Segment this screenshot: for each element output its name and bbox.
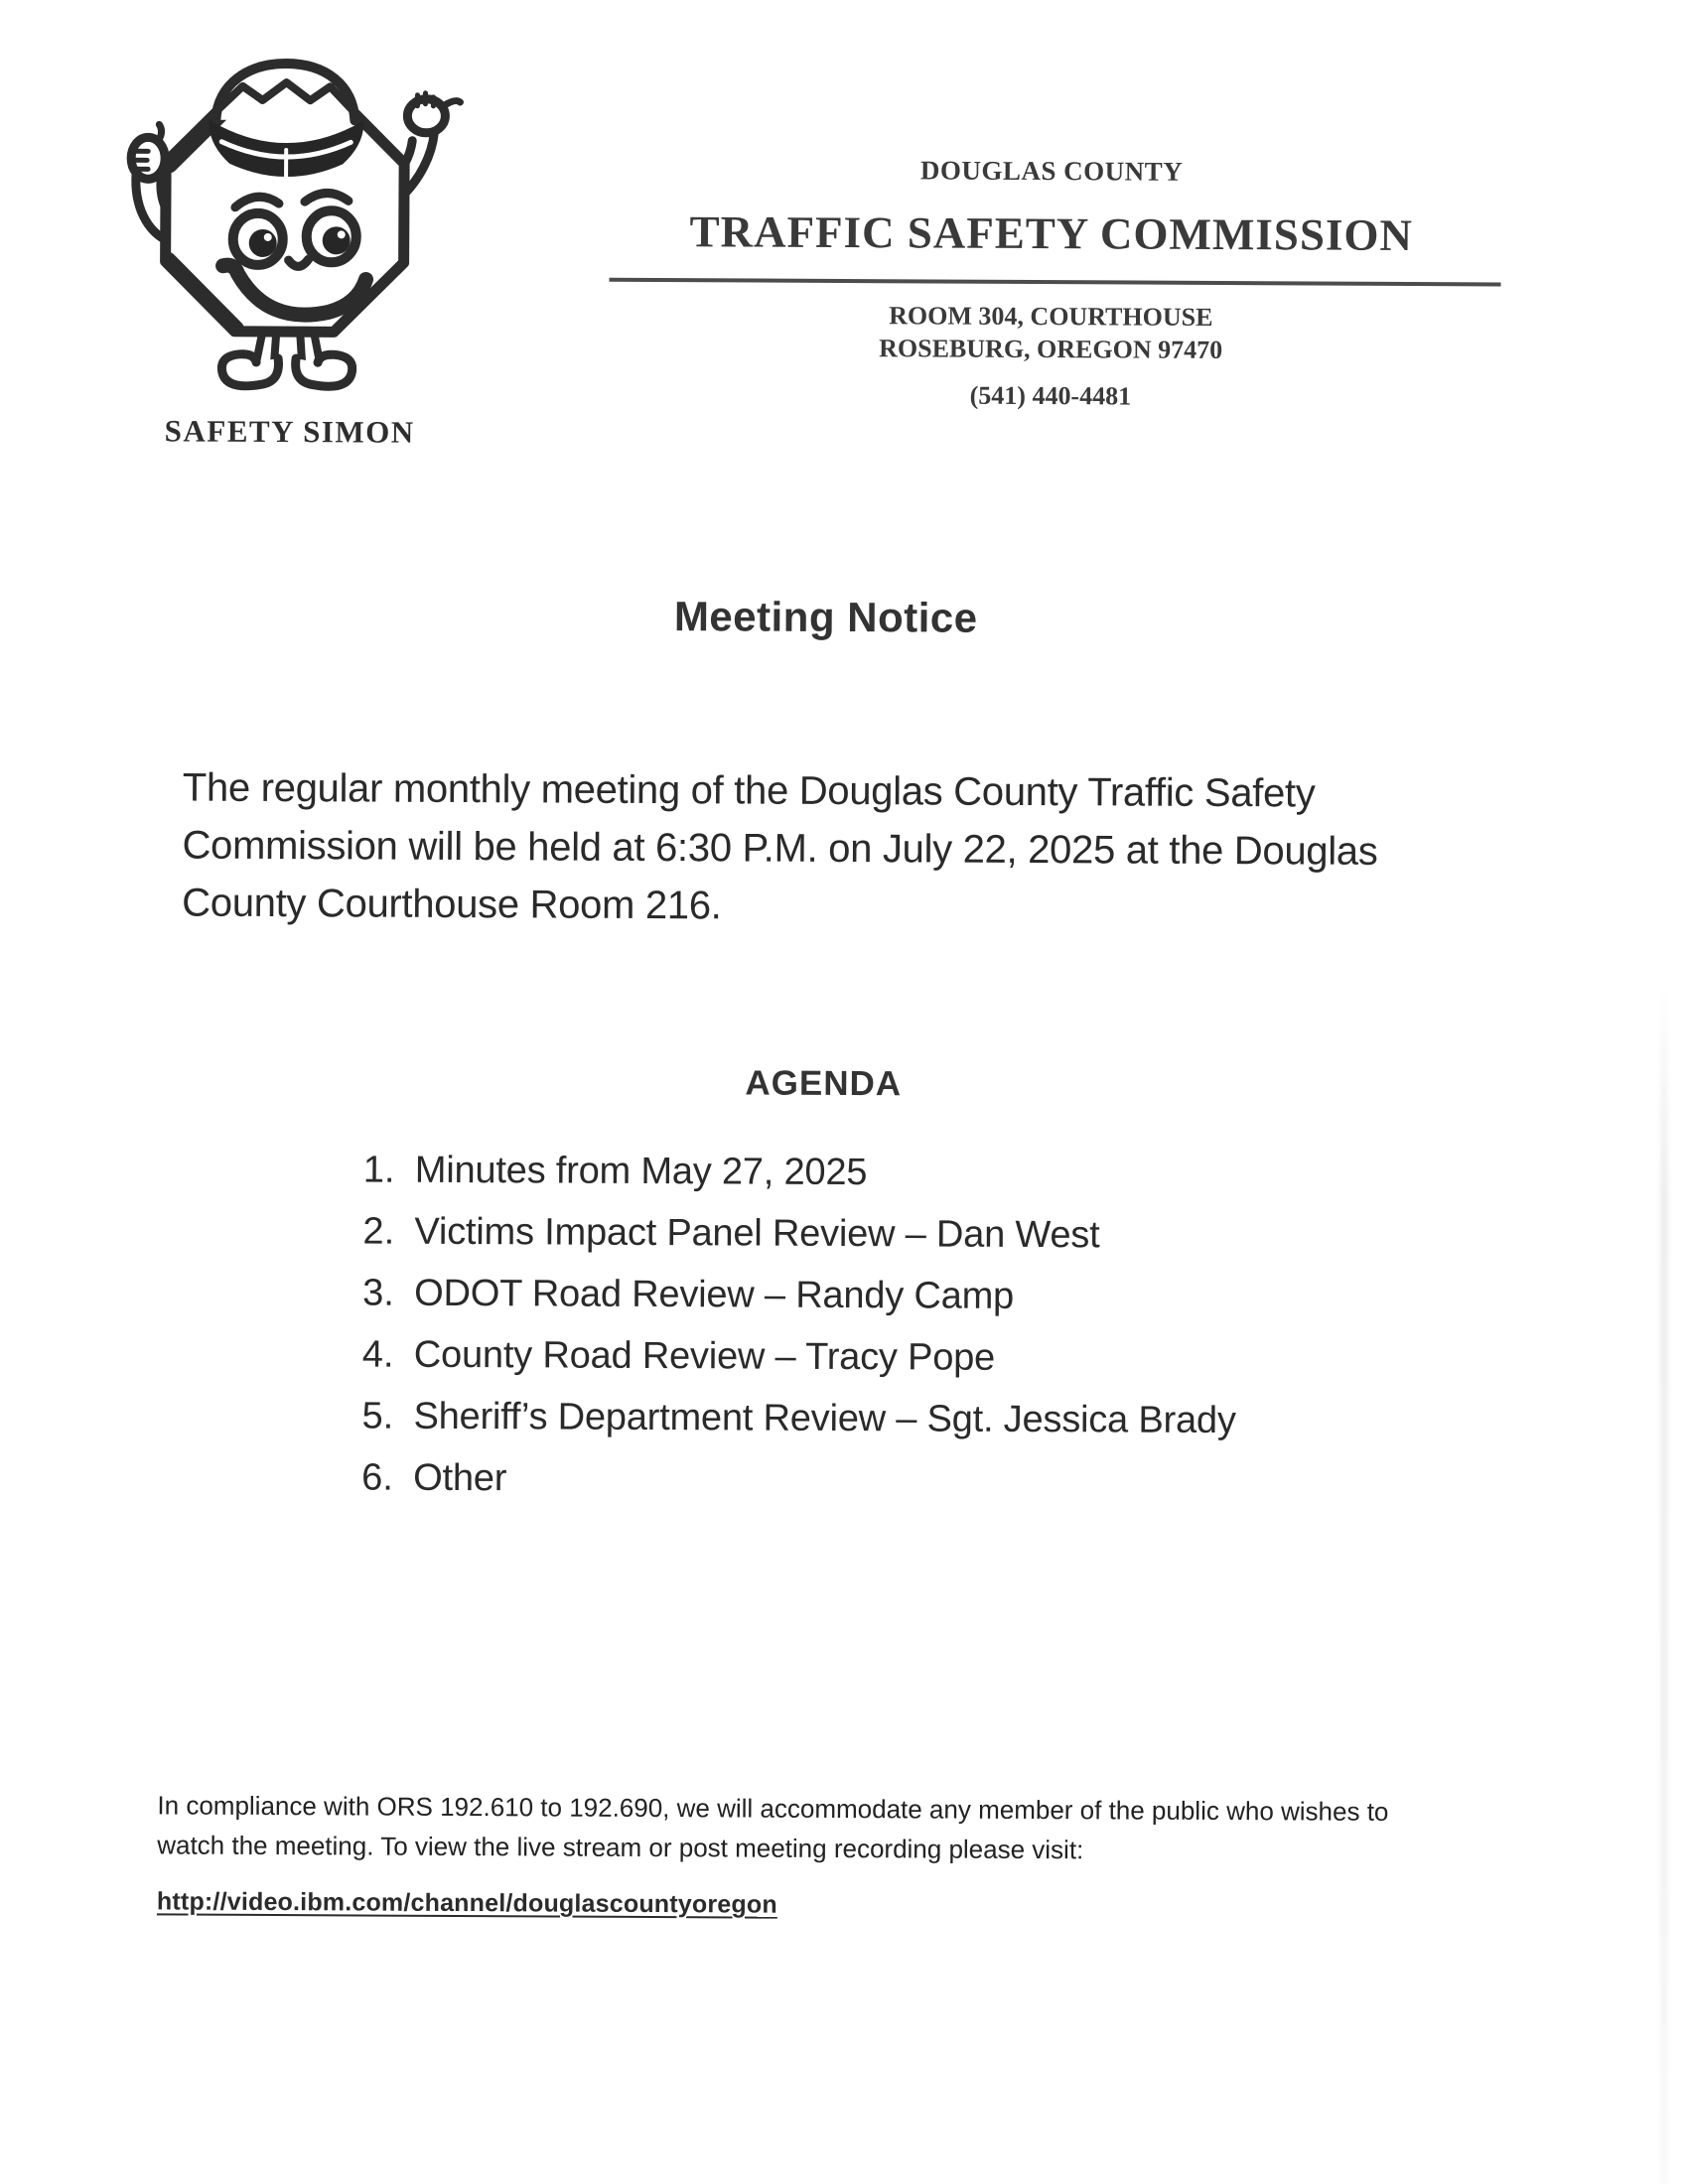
live-stream-link[interactable]: http://video.ibm.com/channel/douglascountyoregon <box>156 1887 777 1919</box>
agenda-item-text: Sheriff’s Department Review – Sgt. Jessica Brady <box>413 1395 1236 1442</box>
compliance-note <box>157 1785 1487 1871</box>
page-title: Meeting Notice <box>673 593 978 641</box>
commission-name: TRAFFIC SAFETY COMMISSION <box>689 206 1414 261</box>
agenda-item-number: 5. <box>361 1395 394 1437</box>
agenda-item-text: ODOT Road Review – Randy Camp <box>414 1272 1015 1317</box>
agenda-item-text: Minutes from May 27, 2025 <box>414 1149 868 1194</box>
header-rule <box>610 278 1501 287</box>
agenda-item-number: 2. <box>362 1210 395 1253</box>
notice-line: Commission will be held at 6:30 P.M. on July 22, 2025 at the Douglas <box>182 823 1378 874</box>
compliance-line: In compliance with ORS 192.610 to 192.690, we will accommodate any member of the public who wishes to <box>157 1790 1389 1827</box>
agenda-item-number: 6. <box>361 1456 394 1499</box>
agenda-item <box>362 1323 1504 1391</box>
agenda-item <box>361 1446 1503 1514</box>
agenda-item-number: 3. <box>362 1272 394 1314</box>
stop-sign-character-icon <box>105 48 470 422</box>
agenda-item-text: Victims Impact Panel Review – Dan West <box>414 1210 1100 1257</box>
agenda-item-number: 4. <box>361 1333 394 1376</box>
mascot-caption: SAFETY SIMON <box>164 413 415 450</box>
county-name: DOUGLAS COUNTY <box>919 155 1184 187</box>
address-line-2: ROSEBURG, OREGON 97470 <box>879 334 1223 365</box>
address-line-1: ROOM 304, COURTHOUSE <box>889 301 1213 332</box>
agenda-list <box>361 1139 1505 1514</box>
notice-line: County Courthouse Room 216. <box>182 881 722 928</box>
agenda-item <box>363 1139 1505 1206</box>
agenda-item-number: 1. <box>362 1149 395 1191</box>
notice-line: The regular monthly meeting of the Douglas County Traffic Safety <box>182 765 1316 816</box>
safety-simon-mascot <box>105 48 470 422</box>
agenda-item <box>361 1385 1503 1452</box>
notice-paragraph <box>182 759 1533 939</box>
agenda-item-text: Other <box>413 1456 507 1500</box>
agenda-item-text: County Road Review – Tracy Pope <box>413 1333 996 1379</box>
scan-artifact <box>1660 983 1668 2184</box>
letterhead <box>556 0 1549 411</box>
agenda-item <box>362 1200 1504 1268</box>
agenda-heading: AGENDA <box>745 1063 903 1104</box>
compliance-line: watch the meeting. To view the live stream or post meeting recording please visit: <box>157 1830 1084 1865</box>
agenda-item <box>362 1262 1504 1329</box>
phone-number: (541) 440-4481 <box>969 380 1132 411</box>
